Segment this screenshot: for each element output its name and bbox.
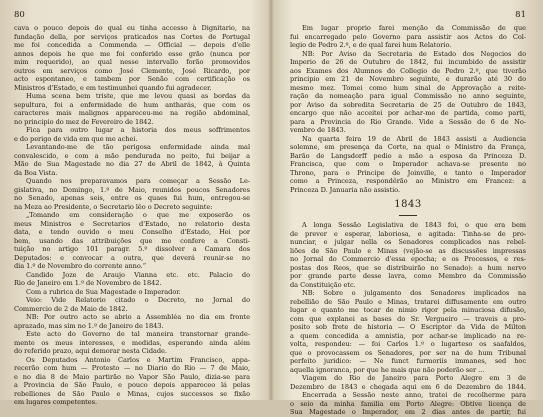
heading-rule: [399, 215, 417, 216]
right-page-body: [290, 24, 526, 417]
text-line: fundação della, por serviços praticados nas Cortes de Portugal: [14, 32, 250, 41]
left-page: [14, 10, 250, 406]
text-line: bem, usando das attribuições que me confere a Consti-: [14, 236, 250, 245]
text-line: Candido Joze de Araujo Vianna etc. etc. Palacio do: [26, 270, 250, 279]
text-line: a Provincia de São Paulo, e pouco depois appareceo lá pelas: [14, 381, 250, 389]
text-line: de prever e esperar, laboriosa, e agitada: Tinha-se de pro-: [290, 229, 526, 238]
text-line: NB: Sobre o julgamento dos Senadores implicados na: [302, 289, 526, 297]
text-line: com que explanei as bases do Sr. Vergueiro — traveis a pro-: [290, 314, 526, 323]
text-line: para a Provincia do Rio Grande. Vide a Sessão de 6 de No-: [290, 117, 526, 126]
text-line: posito sob frete de historia — O Escriptor da Vida de Milton: [290, 323, 526, 331]
right-page-top-text: [290, 24, 526, 194]
text-line: me foi concedida a Commenda — Official — depois d'elle: [14, 41, 250, 49]
text-line: Ministros d'Estado, e em testimunhei quando fui agradecer.: [14, 83, 212, 92]
text-line: no principio do mez de Fevereiro de 1842.: [14, 117, 154, 126]
text-line: annos depois he que me foi conferido esse grão (nunca por: [14, 49, 250, 58]
text-line: Os Deputados Antonio Carlos e Martim Francisco, appa-: [26, 355, 250, 364]
text-line: Este acto do Governo de tal maneira transtornar grande-: [26, 330, 250, 338]
text-line: mesmo mez. Tomei como hum sinal de Approvação a reite-: [290, 83, 526, 92]
text-line: Em lugar proprio farei menção da Commissão de que: [302, 24, 526, 32]
text-line: Quando nos preparavamos para começar a Sessão Le-: [26, 177, 250, 185]
right-page-bottom-text: [290, 221, 526, 417]
text-line: Rio de Janeiro em 1.º de Novembro de 1842.: [14, 279, 162, 287]
text-line: Levantando-me de tão perigosa enfermidade ainda mal: [26, 143, 250, 151]
left-page-body: [14, 24, 250, 407]
text-line: em lugares competentes.: [14, 398, 98, 406]
text-line: no Jornal do Commercio d'essa epocha; e os Processos, e res-: [290, 255, 526, 263]
text-line: caracteres mais malignos appareceu-me na região abdominal,: [14, 109, 250, 117]
text-line: „Tomando em consideração o que me exposerão os: [26, 211, 250, 219]
text-line: lugar e quanto me tocar de nimio rigor pela minuciosa difusão,: [290, 306, 526, 314]
text-line: no Senado, apenas seis, entre os quaes fui hum, entregou-se: [14, 194, 250, 202]
text-line: dia 1.º de Novembro do corrente anno.”: [14, 262, 147, 270]
text-line: tuição no artigo 101 paragr. 5.º dissolver a Camara dos: [14, 245, 250, 253]
text-line: legio de Pedro 2.º, e do qual farei hum Relatorio.: [290, 41, 452, 49]
text-line: aos Exames dos Alumnos do Collegio de Pedro 2.º, que tiverão: [290, 66, 526, 75]
right-page: [290, 10, 526, 416]
text-line: ração da nomeação para igual Commissão no anno seguinte,: [290, 92, 526, 100]
text-line: fui encarregado pelo Governo para assistir aos Actos do Col-: [290, 32, 526, 41]
text-line: mente os meus interesses, e medidas, esperando ainda além: [14, 338, 250, 347]
text-line: Princeza D. Januaria não assistio.: [290, 185, 401, 194]
text-line: sepultura, foi a enfermidade de hum antharás, que com os: [14, 100, 250, 109]
text-line: aprazado, mas sim no 1.º de Janeiro de 1843.: [14, 321, 164, 330]
text-line: e do perigo de vida em que me achei.: [14, 134, 138, 143]
text-line: mim requerido), ao qual nesse intervallo forão promovidos: [14, 58, 250, 66]
text-line: principio em 21 de Novembro seguinte, e durarão até 30 do: [290, 75, 526, 83]
right-page-number: 81: [515, 10, 526, 20]
text-line: Encerrada a Sessão neste anno, tratei de recolherme para: [302, 391, 526, 399]
text-line: rebellião de São Paulo e Minas, tratarei diffusamente em outro: [290, 297, 526, 306]
text-line: Sua Magestade o Imperador, em 2 dias antes de partir, fui: [290, 408, 526, 416]
text-line: por Aviso da sobredita Secretaria de 25 de Outubro de 1843,: [290, 100, 526, 109]
text-line: acto espontaneo, e tambem por Senão com certificação os: [14, 75, 250, 83]
text-line: Deputados: e convocar a outra, que deverá reunir-se no: [14, 253, 250, 262]
text-line: que o provocassem os Senadores, por ser na de hum Tribunal: [290, 348, 526, 357]
text-line: na Meza ao Presidente, o Secretario lêo o Decreto seguinte:: [14, 202, 213, 211]
text-line: Imperio de 26 de Outubro de 1842, fui incumbido de assistir: [290, 58, 526, 66]
text-line: volta, respondeu: — foi Carlos 1.º o lugarteso os saafaldos,: [290, 340, 526, 348]
text-line: o seio da minha familia em Porto Alegre: Obtive licença de: [290, 399, 526, 408]
text-line: Viagem do Rio de Janeiro para Porto Alegre em 3 de: [302, 374, 526, 382]
left-page-number: 80: [14, 10, 25, 20]
text-line: da Boa Vista.: [14, 168, 58, 177]
text-line: da Constituição etc.: [290, 280, 356, 289]
text-line: gislativa, no Domingo, 1.º de Maio, reunidos poucos Senadores: [14, 185, 250, 194]
text-line: solemne, em presença da Corte, na qual o Ministro da França,: [290, 143, 526, 151]
year-heading: 1843: [394, 199, 422, 210]
text-line: Throno, para o Principe de Joinville, e tanto o Imperador: [290, 168, 526, 177]
text-line: do referido prazo, aqui demorar nesta Cidade.: [14, 347, 167, 355]
text-line: cava o pouco depois do qual eu tinha accesso à Dignitario, na: [14, 24, 250, 32]
text-line: outros em serviços como José Clemente, José Ricardo, por: [14, 66, 250, 75]
text-line: Com a rubrica de Sua Magestade o Imperador.: [26, 287, 181, 296]
text-line: Veio: Vide Relatorio citado o Decreto, no Jornal do: [26, 296, 250, 304]
text-line: postas dos Reos, que se distribuirão no Senado): a hum nervo: [290, 263, 526, 272]
text-line: Fica para outro lugar a historia dos meus soffrimentos: [26, 126, 250, 134]
text-line: a quem concedida a amnistia, por achar-se implicado na re-: [290, 331, 526, 340]
text-line: por grande parte desse lavra, como Membro da Commissão: [290, 272, 526, 280]
text-line: recerão com hum — Protesto — no Diario do Rio — 7 de Maio,: [14, 364, 250, 372]
text-line: aquella ignoranca, por que he mais que não poderão ser ...: [290, 365, 485, 374]
text-line: vembro de 1843.: [290, 126, 346, 134]
text-line: NB: Por Aviso da Secretaria de Estado dos Negocios do: [302, 49, 526, 58]
text-line: nunciar, e julgar nella os Senadores complicados nas rebel-: [290, 238, 526, 246]
text-line: convalescido, e com a mão pendurada no peito, fui beijar a: [14, 151, 250, 160]
text-line: liões de São Paulo e Minas (vejão-se as discussões impressas: [290, 246, 526, 255]
text-line: NB: Por outro acto se abrio a Assembléa no dia em fronte: [26, 313, 250, 321]
text-line: data, e tendo ouvido o meu Conselho d'Estado, Hei por: [14, 228, 250, 236]
text-line: A longa Sessão Legislativa de 1843 foi, o que era bem: [302, 221, 526, 229]
text-line: Dezembro de 1843 e chegada aqui em 6 de Dezembro de 1844.: [290, 382, 526, 391]
text-line: perfeito juridico: — Ne funct furmoriis immanes, sed hoc: [290, 357, 526, 365]
text-line: rebelliones de São Paulo e Minas, cujos successos se fixão: [14, 389, 250, 398]
text-line: Mão de Sua Magestade no dia 27 de Abril de 1842, à Quinta: [14, 160, 250, 168]
book-gutter: [268, 0, 274, 400]
text-line: Barão de Langsdorff pedio a mão a esposa da Princeza D.: [290, 151, 526, 160]
text-line: como a Princeza, respondêrão ao Ministro em Francez: a: [290, 177, 526, 185]
text-line: meus Ministros e Secretarios d'Estado, no relatorio desta: [14, 219, 250, 228]
text-line: Huma scena bem triste, que me levou quasi as bordas da: [26, 92, 250, 100]
text-line: Francisca, que com o Imperador achava-se presente no: [290, 160, 526, 168]
text-line: Commercio de 2 de Maio de 1842.: [14, 304, 128, 313]
text-line: e no dia 8 de Maio partirão no Vapor São Paulo, dizia-se para: [14, 372, 250, 381]
text-line: encargo que não acceitei por achar-me de partida, como parti,: [290, 109, 526, 117]
text-line: Na quarta feira 19 de Abril de 1843 assisti a Audiencia: [302, 134, 526, 143]
